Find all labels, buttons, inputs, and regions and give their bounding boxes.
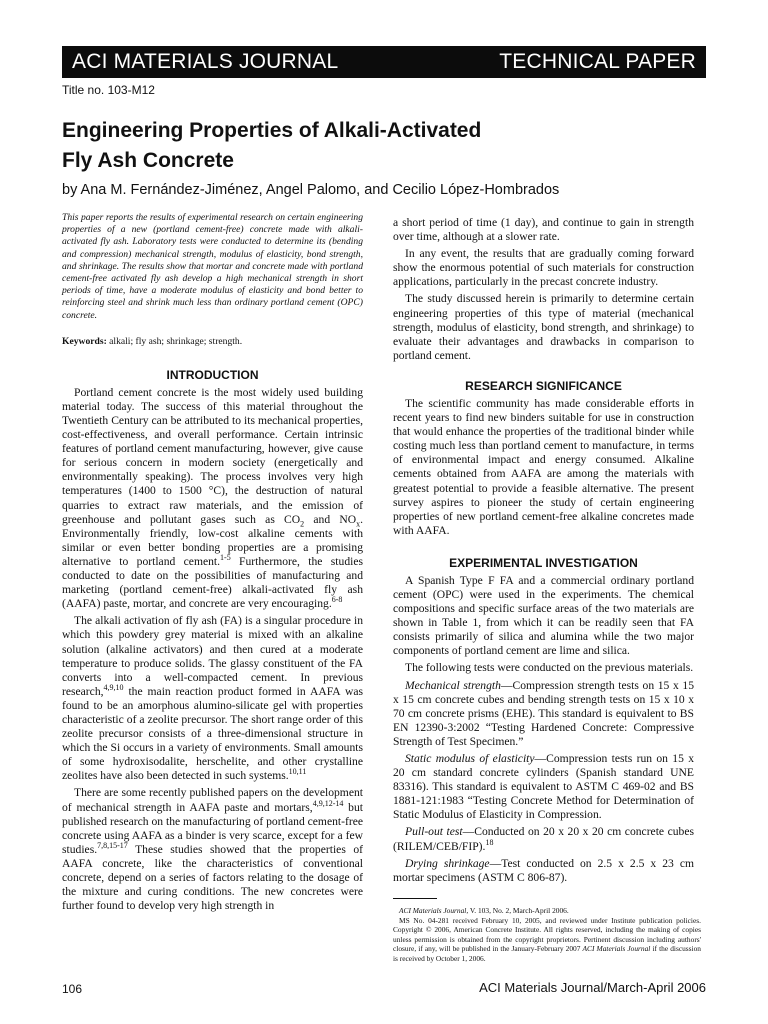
citation: 18 — [485, 837, 494, 847]
banner-paper-type: TECHNICAL PAPER — [499, 50, 696, 73]
heading-research-significance: RESEARCH SIGNIFICANCE — [465, 378, 622, 393]
citation: 10,11 — [288, 767, 307, 777]
intro-paragraph-2 — [62, 614, 363, 783]
keywords — [62, 336, 363, 348]
static-modulus-paragraph — [393, 752, 694, 822]
heading-introduction: INTRODUCTION — [166, 367, 259, 382]
intro-paragraph-5: The study discussed herein is primarily to determine certain engineering properties of this type of material (mechanical strength, modulus of elasticity, bond strength, and shrinkage) to evaluate their advantages and drawbacks in comparison to portland cement. — [393, 292, 694, 362]
keywords-label: Keywords: — [62, 335, 107, 347]
intro-continuation: a short period of time (1 day), and continue to gain in strength over time, although at a slower rate. — [393, 216, 694, 244]
text-run: —Conducted on 20 x 20 x 20 cm concrete cubes (RILEM/CEB/FIP). — [393, 825, 694, 853]
experimental-paragraph-2: The following tests were conducted on the previous materials. — [405, 661, 694, 675]
text-run: and NO — [304, 512, 357, 526]
text-run: , V. 103, No. 2, March-April 2006. — [466, 906, 569, 915]
paper-title-line-2: Fly Ash Concrete — [62, 149, 234, 172]
text-run: but published research on the manufacturing of portland cement-free concrete using AAFA as a binder is very scarce, except for a few studies. — [62, 800, 363, 856]
text-run: These studies showed that the properties of AAFA concrete, like the characteristics of conventional concrete, depend on a series of factors relating to the dosage of the mixture and curing conditions. The new concretes were further found to develop very high strength in — [62, 842, 363, 913]
drying-shrinkage-paragraph — [393, 857, 694, 885]
text-run: Portland cement concrete is the most widely used building material today. The success of this material throughout the Twentieth Century can be attributed to its mechanical properties, cost-effectiveness, and overall performance. Certain intrinsic features of portland cement manufacturing, however, give cause for serious concern in modern society (energetically and environmentally speaking). The process involves very high temperatures (1400 to 1500 °C), the destruction of natural quarries to extract raw materials, and the emission of greenhouse and pollutant gases such as CO — [62, 385, 363, 526]
text-run: —Compression strength tests on 15 x 15 x 15 cm concrete cubes and bending strength tests on 15 x 10 x 70 cm concrete prisms (EHE). This standard is equivalent to BS EN 12390-3:2002 “Testing Hardened Concrete: Compressive Strength of Test Specimen.” — [393, 678, 694, 748]
text-run: The alkali activation of fly ash (FA) is a singular procedure in which this powdery grey material is mixed with an alkaline solution (alkaline activators) and then cured at a moderate temperature to produce solids. The glassy constituent of the FA converts into a well-compacted cement. In previous research, — [62, 614, 363, 698]
author-line: by Ana M. Fernández-Jiménez, Angel Palomo, and Cecilio López-Hombrados — [62, 182, 560, 198]
text-run: There are some recently published papers on the development of mechanical strength in AAFA paste and mortars, — [62, 786, 363, 814]
paper-title — [62, 116, 702, 176]
banner-journal-name: ACI MATERIALS JOURNAL — [72, 50, 339, 73]
text-run: —Compression tests run on 15 x 20 cm standard concrete cylinders (Spanish standard UNE 83316). This standard is equivalent to ASTM C 469-02 and BS 1881-121:1983 “Testing Concrete Method for Determination of Static Modulus of Elasticity in Compression. — [393, 752, 695, 822]
footnote-journal: ACI Materials Journal — [399, 906, 467, 915]
text-run: —Test conducted on 2.5 x 2.5 x 23 cm mortar specimens (ASTM C 806-87). — [393, 856, 695, 884]
abstract: This paper reports the results of experimental research on certain engineering properties of a new (portland cement-free) concrete made with alkali-activated fly ash. Laboratory tests were conducted to determine its (bending and compression) mechanical strength, modulus of elasticity, bond strength, and shrinkage. The results show that mortar and concrete made with portland cement-free activated fly ash develop a high mechanical strength in short periods of time, have a moderate modulus of elasticity and bond better to reinforcing steel and shrink much less than ordinary portland cement (OPC) concrete. — [62, 212, 363, 321]
intro-paragraph-4: In any event, the results that are gradually coming forward show the enormous potential of such materials for construction applications, particularly in the precast concrete industry. — [393, 247, 694, 289]
text-run: if the discussion is received by October 1, 2006. — [393, 944, 701, 963]
citation: 1-5 — [220, 553, 231, 563]
left-column — [62, 212, 363, 913]
footnote-line-1 — [393, 906, 701, 916]
keywords-text: alkali; fly ash; shrinkage; strength. — [106, 335, 243, 347]
footnote-divider — [393, 898, 437, 899]
citation: 4,9,10 — [103, 682, 124, 692]
citation: 6-8 — [331, 595, 343, 605]
right-column — [393, 216, 694, 885]
subscript: 2 — [300, 518, 305, 528]
journal-banner — [62, 46, 706, 78]
experimental-paragraph-1: A Spanish Type F FA and a commercial ordinary portland cement (OPC) were used in the experiments. The chemical compositions and specific surface areas of the two materials are shown in Table 1, from which it can be readily seen that FA consists primarily of silica and alumina while the two major components of portland cement are lime and silica. — [393, 573, 694, 658]
page-number: 106 — [62, 982, 83, 996]
pull-out-test-paragraph — [393, 825, 694, 853]
footnote-journal: ACI Materials Journal — [582, 944, 651, 954]
text-run: . Environmentally friendly, low-cost alkaline cements with similar or even better bonding properties are a promising alternative to portland cement. — [62, 512, 363, 568]
run-in-heading: Pull-out test — [405, 825, 463, 839]
run-in-heading: Drying shrinkage — [405, 856, 490, 870]
heading-experimental-investigation: EXPERIMENTAL INVESTIGATION — [449, 555, 638, 570]
paper-title-line-1: Engineering Properties of Alkali-Activated — [62, 119, 482, 142]
mechanical-strength-paragraph — [393, 679, 694, 749]
journal-footer: ACI Materials Journal/March-April 2006 — [479, 980, 706, 995]
text-run: the main reaction product formed in AAFA was found to be an amorphous alumino-silicate gel with properties characteristic of a zeolite precursor. The short range order of this zeolite precursor consists of a three-dimensional structure in which the Si occurs in a variety of environments. Small amounts of some hydroxisodalite, herschelite, and other crystalline zeolites have also been detected in such systems. — [62, 684, 363, 783]
intro-paragraph-3 — [62, 786, 363, 913]
citation: 7,8,15-17 — [97, 840, 128, 850]
footnote — [393, 906, 701, 964]
intro-paragraph-1 — [62, 386, 363, 612]
footnote-line-2 — [393, 916, 701, 964]
text-run: Furthermore, the studies conducted to date on the possibilities of manufacturing and marketing (portland cement-free) alkali-activated fly ash (AAFA) paste, mortar, and concrete are very encouraging. — [62, 554, 363, 611]
citation: 4,9,12-14 — [312, 798, 344, 808]
research-significance-paragraph: The scientific community has made considerable efforts in recent years to find new binders suitable for use in construction that would enhance the properties of the traditional binder while costing much less than portland cement to manufacture, in terms of environmental impact and energy consumed. Alkaline cements obtained from AAFA are among the materials with greatest potential to provide a feasible alternative. The present survey aspires to pioneer the study of certain engineering properties of new portland cement-free alkaline concretes made with AAFA. — [393, 396, 694, 537]
run-in-heading: Mechanical strength — [405, 678, 501, 692]
text-run: MS No. 04-281 received February 10, 2005, and reviewed under Institute publication policies. Copyright © 2006, American Concrete Institute. All rights reserved, including the making of copies unless permission is obtained from the copyright proprietors. Pertinent discussion including authors' closure, if any, will be published in the January-February 2007 — [393, 915, 701, 954]
title-number: Title no. 103-M12 — [62, 83, 155, 97]
run-in-heading: Static modulus of elasticity — [405, 752, 535, 765]
subscript: x — [356, 518, 361, 528]
